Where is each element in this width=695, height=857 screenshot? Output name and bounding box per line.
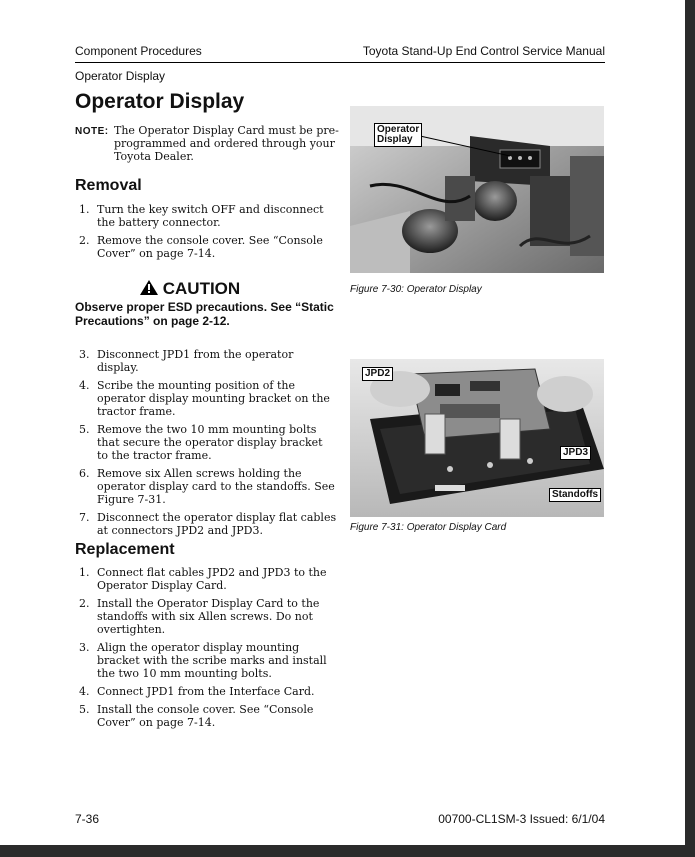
removal-steps-b <box>75 348 337 542</box>
list-item <box>75 597 337 636</box>
removal-steps-a <box>75 203 337 265</box>
figure-7-31-caption: Figure 7-31: Operator Display Card <box>350 522 507 533</box>
step-text: Connect flat cables JPD2 and JPD3 to the Operator Display Card. <box>97 566 327 592</box>
list-item <box>75 203 337 229</box>
step-text: Scribe the mounting position of the operator display mounting bracket on the tractor frame. <box>97 379 330 418</box>
list-item <box>75 234 337 260</box>
step-text: Remove the two 10 mm mounting bolts that secure the operator display bracket to the tractor frame. <box>97 423 323 462</box>
step-text: Connect JPD1 from the Interface Card. <box>97 685 315 698</box>
step-number: 2. <box>79 234 90 247</box>
callout-operator-display-line2: Display <box>377 134 413 145</box>
viewer-edge-right <box>685 0 695 857</box>
step-number: 1. <box>79 566 90 579</box>
header-rule <box>75 62 605 63</box>
step-text: Disconnect JPD1 from the operator display. <box>97 348 294 374</box>
callout-standoffs: Standoffs <box>549 488 601 502</box>
step-text: Remove six Allen screws holding the operator display card to the standoffs. See Figure 7-31. <box>97 467 335 506</box>
caution-label: CAUTION <box>162 279 241 298</box>
step-text: Install the Operator Display Card to the standoffs with six Allen screws. Do not overtighten. <box>97 597 320 636</box>
header-left: Component Procedures <box>75 44 202 58</box>
note-block <box>75 124 340 163</box>
list-item <box>75 423 337 462</box>
step-number: 4. <box>79 379 90 392</box>
page-number: 7-36 <box>75 812 100 826</box>
callout-operator-display-line1: Operator <box>377 124 420 135</box>
step-number: 7. <box>79 511 90 524</box>
list-item <box>75 348 337 374</box>
step-number: 3. <box>79 641 90 654</box>
step-number: 5. <box>79 423 90 436</box>
callout-jpd3: JPD3 <box>560 446 591 460</box>
list-item <box>75 703 337 729</box>
caution-heading <box>140 279 240 299</box>
replacement-heading: Replacement <box>75 541 175 558</box>
figure-7-30-caption: Figure 7-30: Operator Display <box>350 284 482 295</box>
list-item <box>75 511 337 537</box>
step-number: 5. <box>79 703 90 716</box>
step-number: 3. <box>79 348 90 361</box>
step-text: Remove the console cover. See “Console Cover” on page 7-14. <box>97 234 323 260</box>
document-id: 00700-CL1SM-3 Issued: 6/1/04 <box>438 812 605 826</box>
callout-operator-display <box>374 123 422 147</box>
step-number: 6. <box>79 467 90 480</box>
step-number: 1. <box>79 203 90 216</box>
header-section: Operator Display <box>75 69 166 83</box>
step-number: 2. <box>79 597 90 610</box>
step-text: Align the operator display mounting bracket with the scribe marks and install the two 10 mm mounting bolts. <box>97 641 327 680</box>
page-title: Operator Display <box>75 90 245 113</box>
list-item <box>75 685 337 698</box>
note-label: NOTE: <box>75 126 109 137</box>
step-text: Disconnect the operator display flat cables at connectors JPD2 and JPD3. <box>97 511 337 537</box>
removal-heading: Removal <box>75 177 142 194</box>
step-number: 4. <box>79 685 90 698</box>
list-item <box>75 641 337 680</box>
list-item <box>75 566 337 592</box>
callout-jpd2: JPD2 <box>362 367 393 381</box>
list-item <box>75 379 337 418</box>
step-text: Turn the key switch OFF and disconnect the battery connector. <box>97 203 324 229</box>
header-right: Toyota Stand-Up End Control Service Manual <box>362 44 605 58</box>
step-text: Install the console cover. See “Console Cover” on page 7-14. <box>97 703 314 729</box>
viewer-edge-bottom <box>0 845 685 857</box>
caution-text: Observe proper ESD precautions. See “Static Precautions” on page 2-12. <box>75 300 334 328</box>
replacement-steps <box>75 566 337 734</box>
warning-icon <box>140 280 158 295</box>
list-item <box>75 467 337 506</box>
note-text: The Operator Display Card must be pre-programmed and ordered through your Toyota Dealer. <box>114 124 339 163</box>
